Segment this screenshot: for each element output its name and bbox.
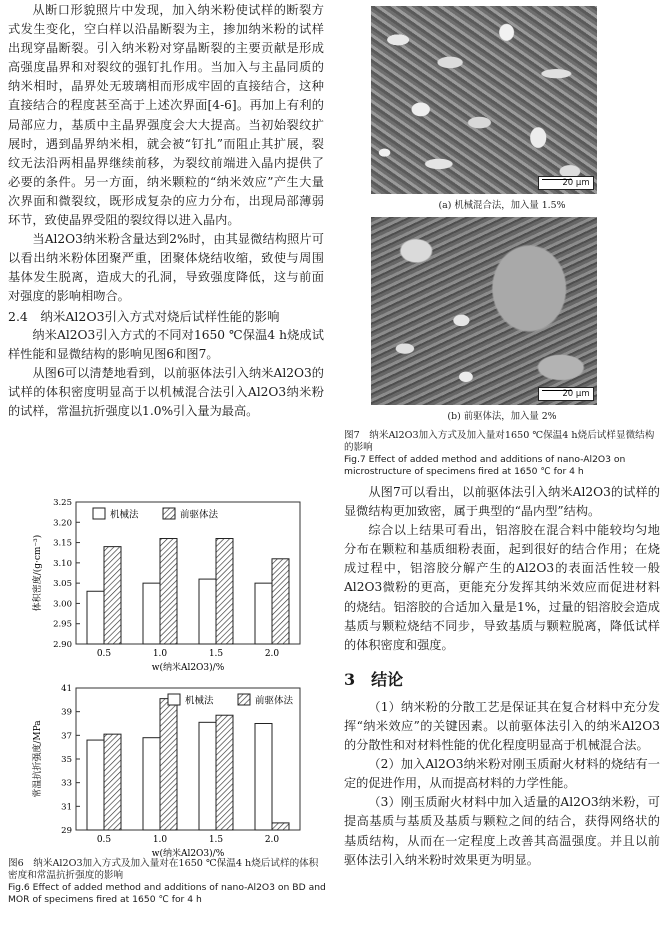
conclusion-item-3: （3）刚玉质耐火材料中加入适量的Al2O3纳米粉，可提高基质与基质及基质与颗粒之间的结合，获得网络状的基质结构，从而在一定程度上改善其高温强度。并且以前驱体法引入纳米粉时效果更为明显。 xyxy=(344,795,660,867)
x-tick-label: 0.5 xyxy=(96,835,112,845)
legend-swatch xyxy=(93,508,105,519)
fig7-panel-b-caption: (b) 前驱体法，加入量 2% xyxy=(447,411,557,422)
mor-chart xyxy=(8,680,324,858)
legend-swatch xyxy=(168,694,180,705)
y-tick-label: 2.90 xyxy=(53,640,72,650)
y-tick-label: 3.10 xyxy=(53,558,72,569)
fig7-caption-cn: 图7 纳米Al2O3加入方式及加入量对1650 ℃保温4 h烧后试样显微结构的影响 xyxy=(344,430,655,453)
x-axis-label: w(纳米Al2O3)/% xyxy=(151,663,225,673)
y-axis-label: 体积密度/(g·cm⁻³) xyxy=(33,534,43,612)
legend-label: 机械法 xyxy=(185,695,214,707)
paragraph-intro-fig6-7: 纳米Al2O3引入方式的不同对1650 ℃保温4 h烧成试样性能和显微结构的影响见图6和图7。 xyxy=(8,327,324,361)
y-tick-label: 31 xyxy=(61,802,72,813)
x-tick-label: 1.0 xyxy=(152,835,168,845)
section-heading-conclusion: 3 结论 xyxy=(344,669,404,689)
legend-swatch xyxy=(163,508,175,519)
legend-label: 机械法 xyxy=(110,509,139,521)
fig6-caption-cn: 图6 纳米Al2O3加入方式及加入量对在1650 ℃保温4 h烧后试样的体积密度和常温抗折强度的影响 xyxy=(8,858,319,881)
x-axis-label: w(纳米Al2O3)/% xyxy=(151,849,225,858)
paragraph-fig6-discussion: 从图6可以清楚地看到，以前驱体法引入纳米Al2O3的试样的体积密度明显高于以机械混合法引入Al2O3纳米粉的试样，常温抗折强度以1.0%引入量为最高。 xyxy=(8,365,324,418)
paragraph-fracture: 从断口形貌照片中发现，加入纳米粉使试样的断裂方式发生变化，空白样以沿晶断裂为主，掺加纳米粉的试样出现穿晶断裂。引入纳米粉对穿晶断裂的主要贡献是形成高强度晶界和对裂纹的强钉扎作用。当加入与主晶同质的纳米相时，晶界处无玻璃相而形成牢固的直接结合，这种直接结合的程度甚至高于上述次界面[4-6]。再加上有利的局部应力，基质中主晶界强度会大大提高。当初始裂纹扩展时，遇到晶界纳米相，就会被“钉扎”而阻止其扩展，裂纹无法沿两相晶界继续前移，为裂纹前端进入晶内提供了必要的条件。另一方面，纳米颗粒的“纳米效应”产生大量次界面和微裂纹，既形成复杂的应力分布，出现局部薄弱环节，致使晶界受阻的裂纹得以进入晶内。 xyxy=(8,3,324,228)
fig7-panel-a-caption: (a) 机械混合法，加入量 1.5% xyxy=(438,200,566,211)
y-tick-label: 3.05 xyxy=(53,579,72,590)
bar-mechanical xyxy=(87,740,104,830)
figure-7 xyxy=(344,6,660,422)
conclusion-item-1: （1）纳米粉的分散工艺是保证其在复合材料中充分发挥“纳米效应”的关键因素。以前驱体法引入的纳米Al2O3的分散性和对材料性能的优化程度明显高于机械混合法。 xyxy=(344,699,660,753)
right-column xyxy=(344,0,660,870)
y-tick-label: 3.15 xyxy=(53,538,72,549)
x-tick-label: 2.0 xyxy=(264,649,280,659)
figure-6-caption xyxy=(8,858,326,905)
y-tick-label: 3.00 xyxy=(53,599,72,610)
fig7-caption-en: Fig.7 Effect of added method and additions of nano-Al2O3 on microstructure of specimens fired at 1650 ℃ for 4 h xyxy=(344,454,626,477)
bar-precursor xyxy=(160,699,177,830)
bar-precursor xyxy=(216,539,233,644)
micrograph-b xyxy=(371,217,597,405)
bar-mechanical xyxy=(199,579,216,644)
micrograph-a xyxy=(371,6,597,194)
section-heading-2-4: 2.4 纳米Al2O3引入方式对烧后试样性能的影响 xyxy=(8,308,280,324)
paragraph-agglomeration: 当Al2O3纳米粉含量达到2%时，由其显微结构照片可以看出纳米粉体团聚严重，团聚体烧结收缩，致使与周围基体发生脱离，造成大的孔洞，导致强度降低，这与前面对强度的影响相吻合。 xyxy=(8,232,324,304)
figure-7-caption xyxy=(344,430,660,477)
x-tick-label: 1.5 xyxy=(208,835,224,845)
y-tick-label: 3.20 xyxy=(53,518,72,529)
y-tick-label: 33 xyxy=(61,778,72,789)
fig6-caption-en: Fig.6 Effect of added method and additions of nano-Al2O3 on BD and MOR of specimens fired at 1650 ℃ for 4 h xyxy=(8,882,326,905)
conclusion-item-2: （2）加入Al2O3纳米粉对刚玉质耐火材料的烧结有一定的促进作用，从而提高材料的力学性能。 xyxy=(344,757,660,791)
bar-precursor xyxy=(104,547,121,644)
legend-swatch xyxy=(238,694,250,705)
x-tick-label: 2.0 xyxy=(264,835,280,845)
bar-mechanical xyxy=(143,583,160,644)
bar-mechanical xyxy=(255,724,272,831)
bar-precursor xyxy=(216,715,233,830)
x-tick-label: 0.5 xyxy=(96,649,112,659)
scale-bar-a: 20 μm xyxy=(538,176,594,190)
scale-bar-b: 20 μm xyxy=(538,387,594,401)
bulk-density-chart xyxy=(8,494,324,674)
bar-mechanical xyxy=(255,583,272,644)
legend-label: 前驱体法 xyxy=(255,695,294,707)
y-tick-label: 2.95 xyxy=(53,619,72,630)
bar-precursor xyxy=(272,823,289,830)
x-tick-label: 1.5 xyxy=(208,649,224,659)
bar-mechanical xyxy=(143,738,160,830)
bar-mechanical xyxy=(199,722,216,830)
left-column xyxy=(8,0,324,421)
paragraph-fig7-discussion: 从图7可以看出，以前驱体法引入纳米Al2O3的试样的显微结构更加致密，属于典型的“晶内型”结构。 xyxy=(344,485,660,519)
y-tick-label: 41 xyxy=(61,684,72,694)
figure-6 xyxy=(8,494,324,858)
bar-mechanical xyxy=(87,591,104,644)
y-tick-label: 39 xyxy=(61,707,72,718)
x-tick-label: 1.0 xyxy=(152,649,168,659)
bar-precursor xyxy=(272,559,289,644)
legend-label: 前驱体法 xyxy=(180,509,219,521)
y-tick-label: 35 xyxy=(61,755,72,765)
y-tick-label: 37 xyxy=(61,731,72,742)
bar-precursor xyxy=(104,734,121,830)
y-tick-label: 3.25 xyxy=(53,498,72,508)
paragraph-summary: 综合以上结果可看出，铝溶胶在混合料中能较均匀地分布在颗粒和基质细粉表面，起到很好的结合作用；在烧成过程中，铝溶胶分解产生的Al2O3的表面活性较一般Al2O3微粉的更高，更能充分发挥其纳米效应而促进材料的烧结。铝溶胶的合适加入量是1%，过量的铝溶胶会造成基质与颗粒烧结不同步，导致基质与颗粒脱离，降低试样的体积密度和强度。 xyxy=(344,523,660,652)
y-tick-label: 29 xyxy=(61,826,72,836)
bar-precursor xyxy=(160,539,177,644)
y-axis-label: 常温抗折强度/MPa xyxy=(33,720,43,798)
